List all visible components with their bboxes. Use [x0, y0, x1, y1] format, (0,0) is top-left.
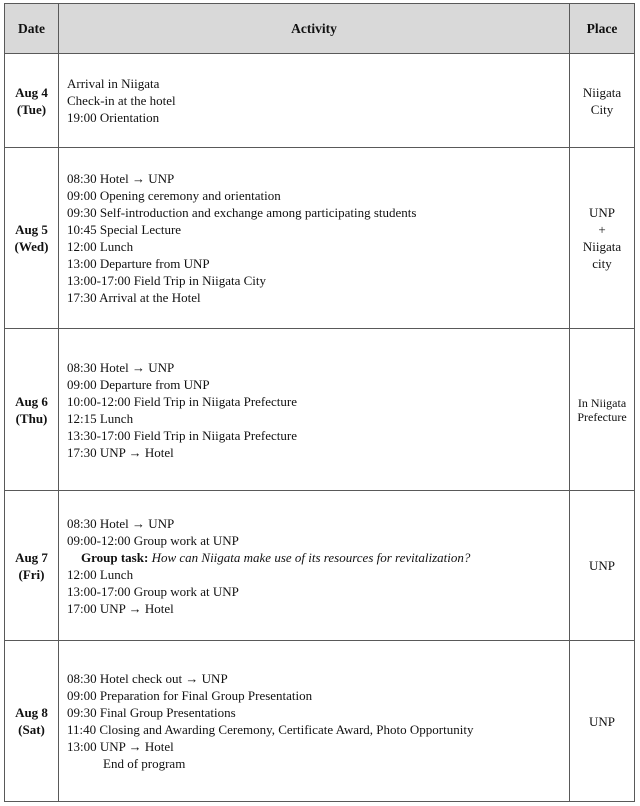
- place-cell: [570, 329, 635, 491]
- activity-line: 13:30-17:00 Field Trip in Niigata Prefecture: [67, 427, 298, 443]
- place-line: UNP: [588, 205, 615, 220]
- activity-line: 09:00 Preparation for Final Group Presentation: [67, 688, 313, 703]
- group-task-label: Group task:: [81, 549, 149, 565]
- table-row-aug6: [5, 329, 635, 491]
- place-cell: [570, 641, 635, 802]
- date-month-day: Aug 5: [15, 222, 48, 237]
- activity-line: 08:30 Hotel → UNP: [67, 359, 175, 375]
- activity-cell: [59, 54, 570, 148]
- activity-cell: [59, 329, 570, 491]
- activity-cell: [59, 641, 570, 802]
- group-task-line: [67, 549, 563, 566]
- activity-line: Check-in at the hotel: [67, 93, 176, 108]
- date-weekday: (Thu): [15, 410, 48, 426]
- date-cell: [5, 329, 59, 491]
- activity-line: 08:30 Hotel check out → UNP: [67, 671, 228, 686]
- activity-line: 17:30 UNP → Hotel: [67, 444, 174, 460]
- activity-cell: [59, 148, 570, 329]
- activity-line: 09:30 Self-introduction and exchange among participating students: [67, 205, 417, 220]
- activity-line: 17:00 UNP → Hotel: [67, 600, 174, 616]
- place-line: Niigata: [582, 239, 622, 254]
- place-line: City: [590, 101, 614, 117]
- place-line: In Niigata: [577, 395, 627, 410]
- place-line: UNP: [588, 713, 615, 729]
- place-line: city: [592, 256, 612, 271]
- activity-line: 09:30 Final Group Presentations: [67, 705, 236, 720]
- date-month-day: Aug 7: [15, 549, 48, 565]
- activity-line: 09:00-12:00 Group work at UNP: [67, 532, 239, 548]
- activity-line: 13:00-17:00 Group work at UNP: [67, 583, 239, 599]
- activity-line: 08:30 Hotel → UNP: [67, 515, 175, 531]
- activity-line: 13:00 UNP → Hotel: [67, 739, 174, 754]
- table-row-aug8: [5, 641, 635, 802]
- activity-line: 12:15 Lunch: [67, 410, 134, 426]
- activity-line: 10:00-12:00 Field Trip in Niigata Prefecture: [67, 393, 298, 409]
- place-line: Niigata: [582, 84, 622, 100]
- activity-line: 12:00 Lunch: [67, 566, 134, 582]
- activity-line: 08:30 Hotel → UNP: [67, 171, 175, 186]
- table-row-aug4: [5, 54, 635, 148]
- date-month-day: Aug 8: [15, 705, 48, 720]
- place-line: Prefecture: [577, 409, 627, 424]
- header-date-cell: Date: [5, 4, 59, 54]
- header-activity-cell: Activity: [59, 4, 570, 54]
- group-task-question: How can Niigata make use of its resources for revitalization?: [151, 549, 471, 565]
- place-line: UNP: [588, 558, 615, 573]
- place-cell: [570, 54, 635, 148]
- place-cell: [570, 491, 635, 641]
- activity-line: 12:00 Lunch: [67, 239, 134, 254]
- date-weekday: (Fri): [18, 566, 45, 582]
- header-place-cell: Place: [570, 4, 635, 54]
- schedule-table: [4, 3, 635, 802]
- activity-line: 10:45 Special Lecture: [67, 222, 182, 237]
- table-row-aug5: [5, 148, 635, 329]
- activity-line: 11:40 Closing and Awarding Ceremony, Certificate Award, Photo Opportunity: [67, 722, 474, 737]
- date-cell: [5, 148, 59, 329]
- activity-line: Arrival in Niigata: [67, 76, 160, 91]
- activity-cell: [59, 491, 570, 641]
- activity-line: 17:30 Arrival at the Hotel: [67, 290, 201, 305]
- date-cell: [5, 641, 59, 802]
- table-header-row: [5, 4, 635, 54]
- activity-line: 19:00 Orientation: [67, 110, 160, 125]
- date-weekday: (Wed): [14, 239, 49, 254]
- place-line: +: [598, 222, 606, 237]
- date-month-day: Aug 4: [15, 84, 48, 100]
- date-cell: [5, 54, 59, 148]
- date-weekday: (Sat): [18, 722, 45, 737]
- end-of-program-line: End of program: [103, 756, 186, 771]
- date-month-day: Aug 6: [15, 393, 48, 409]
- activity-line: 13:00-17:00 Field Trip in Niigata City: [67, 273, 266, 288]
- place-cell: [570, 148, 635, 329]
- activity-line: 09:00 Departure from UNP: [67, 376, 210, 392]
- activity-line: 09:00 Opening ceremony and orientation: [67, 188, 281, 203]
- date-weekday: (Tue): [16, 101, 47, 117]
- date-cell: [5, 491, 59, 641]
- activity-line: 13:00 Departure from UNP: [67, 256, 210, 271]
- table-row-aug7: [5, 491, 635, 641]
